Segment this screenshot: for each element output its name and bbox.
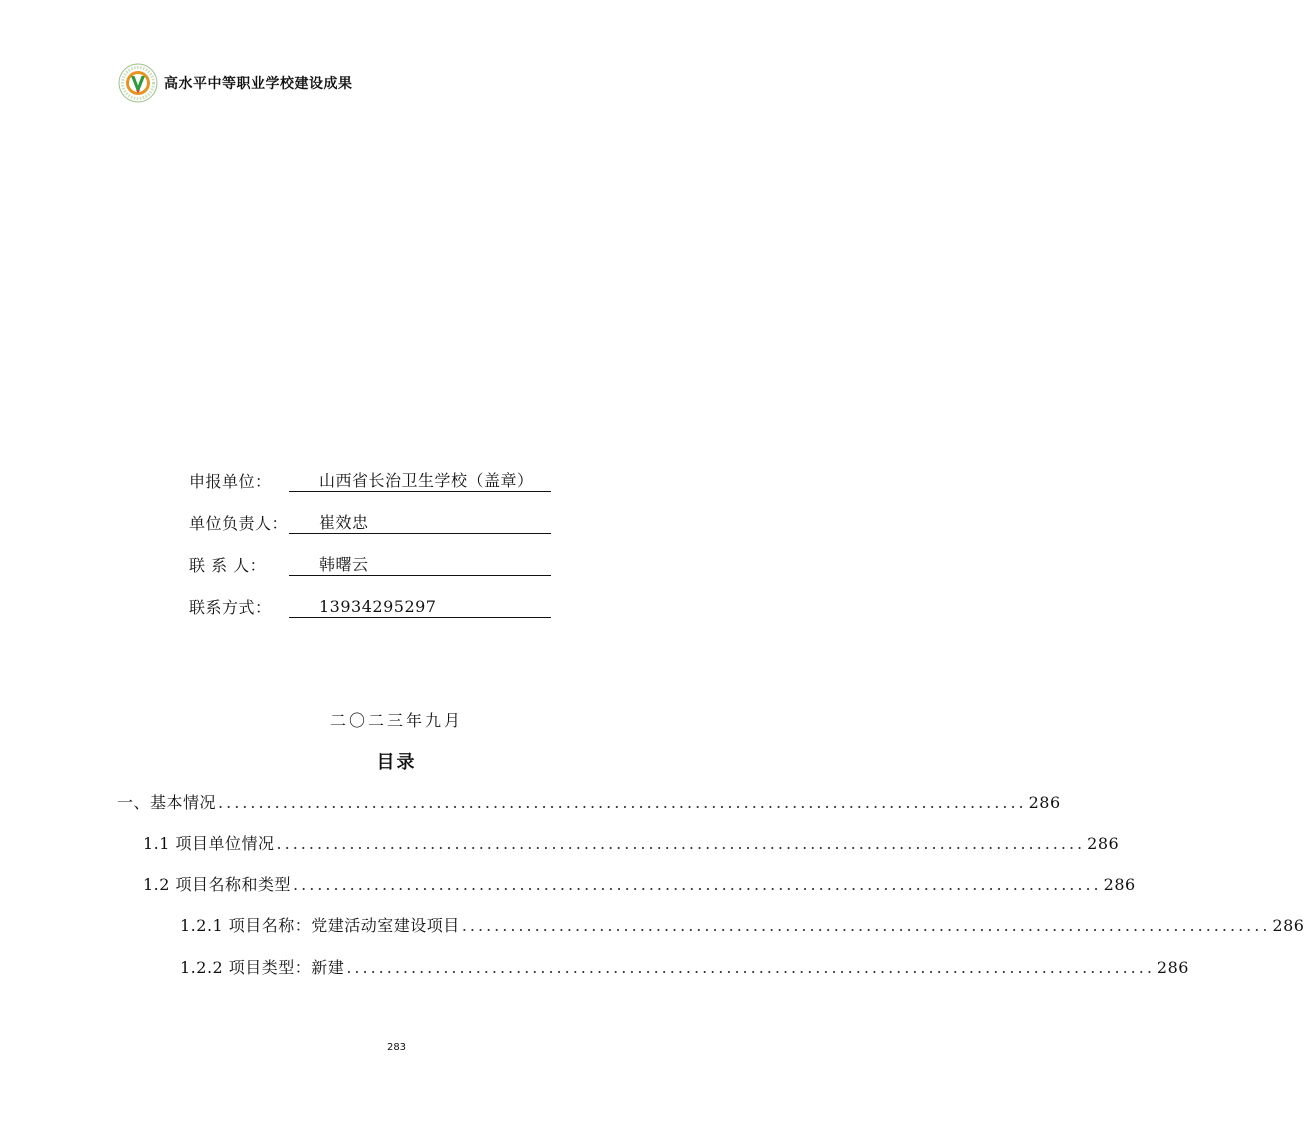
toc-title: 目录 (376, 752, 417, 773)
info-value: 13934295297 (289, 597, 551, 618)
toc-leader-dots: .................................................................................................... (218, 793, 1027, 812)
toc-leader-dots: .................................................................................................... (276, 834, 1086, 853)
toc-leader-dots: .................................................................................................... (461, 916, 1271, 935)
info-label: 联 系 人： (189, 556, 267, 575)
toc-entry[interactable] (143, 872, 1136, 896)
toc-entry-text: 一、基本情况 (117, 793, 217, 812)
toc-entry-page: 286 (1103, 875, 1136, 894)
toc-entry-text: 1.2.2 项目类型：新建 (180, 958, 345, 977)
info-row-principal (189, 492, 569, 534)
info-label: 联系方式： (189, 598, 272, 617)
toc-entry-page: 286 (1028, 793, 1061, 812)
info-value: 山西省长治卫生学校（盖章） (289, 471, 551, 492)
toc-entry[interactable] (180, 955, 1189, 979)
info-label: 申报单位： (189, 472, 272, 491)
applicant-info (189, 450, 569, 618)
info-row-contact (189, 534, 569, 576)
toc-leader-dots: .................................................................................................... (293, 875, 1102, 894)
info-value: 崔效忠 (289, 513, 551, 534)
document-date: 二〇二三年九月 (329, 711, 463, 730)
page-number: 283 (386, 1042, 407, 1053)
page-header (118, 62, 353, 104)
info-row-phone (189, 576, 569, 618)
info-label: 单位负责人： (189, 514, 289, 533)
toc-entry-text: 1.2 项目名称和类型 (143, 875, 292, 894)
toc-leader-dots: .................................................................................................... (346, 958, 1155, 977)
info-value: 韩曙云 (289, 555, 551, 576)
toc-entry-page: 286 (1087, 834, 1120, 853)
toc-entry-text: 1.2.1 项目名称：党建活动室建设项目 (180, 916, 460, 935)
toc-entry[interactable] (117, 790, 1061, 814)
header-title: 高水平中等职业学校建设成果 (164, 76, 353, 92)
toc-entry[interactable] (180, 913, 1304, 937)
info-row-unit (189, 450, 569, 492)
toc-entry-text: 1.1 项目单位情况 (143, 834, 275, 853)
school-emblem-icon (118, 63, 158, 103)
toc-entry[interactable] (143, 831, 1120, 855)
toc-entry-page: 286 (1156, 958, 1189, 977)
toc-entry-page: 286 (1272, 916, 1304, 935)
